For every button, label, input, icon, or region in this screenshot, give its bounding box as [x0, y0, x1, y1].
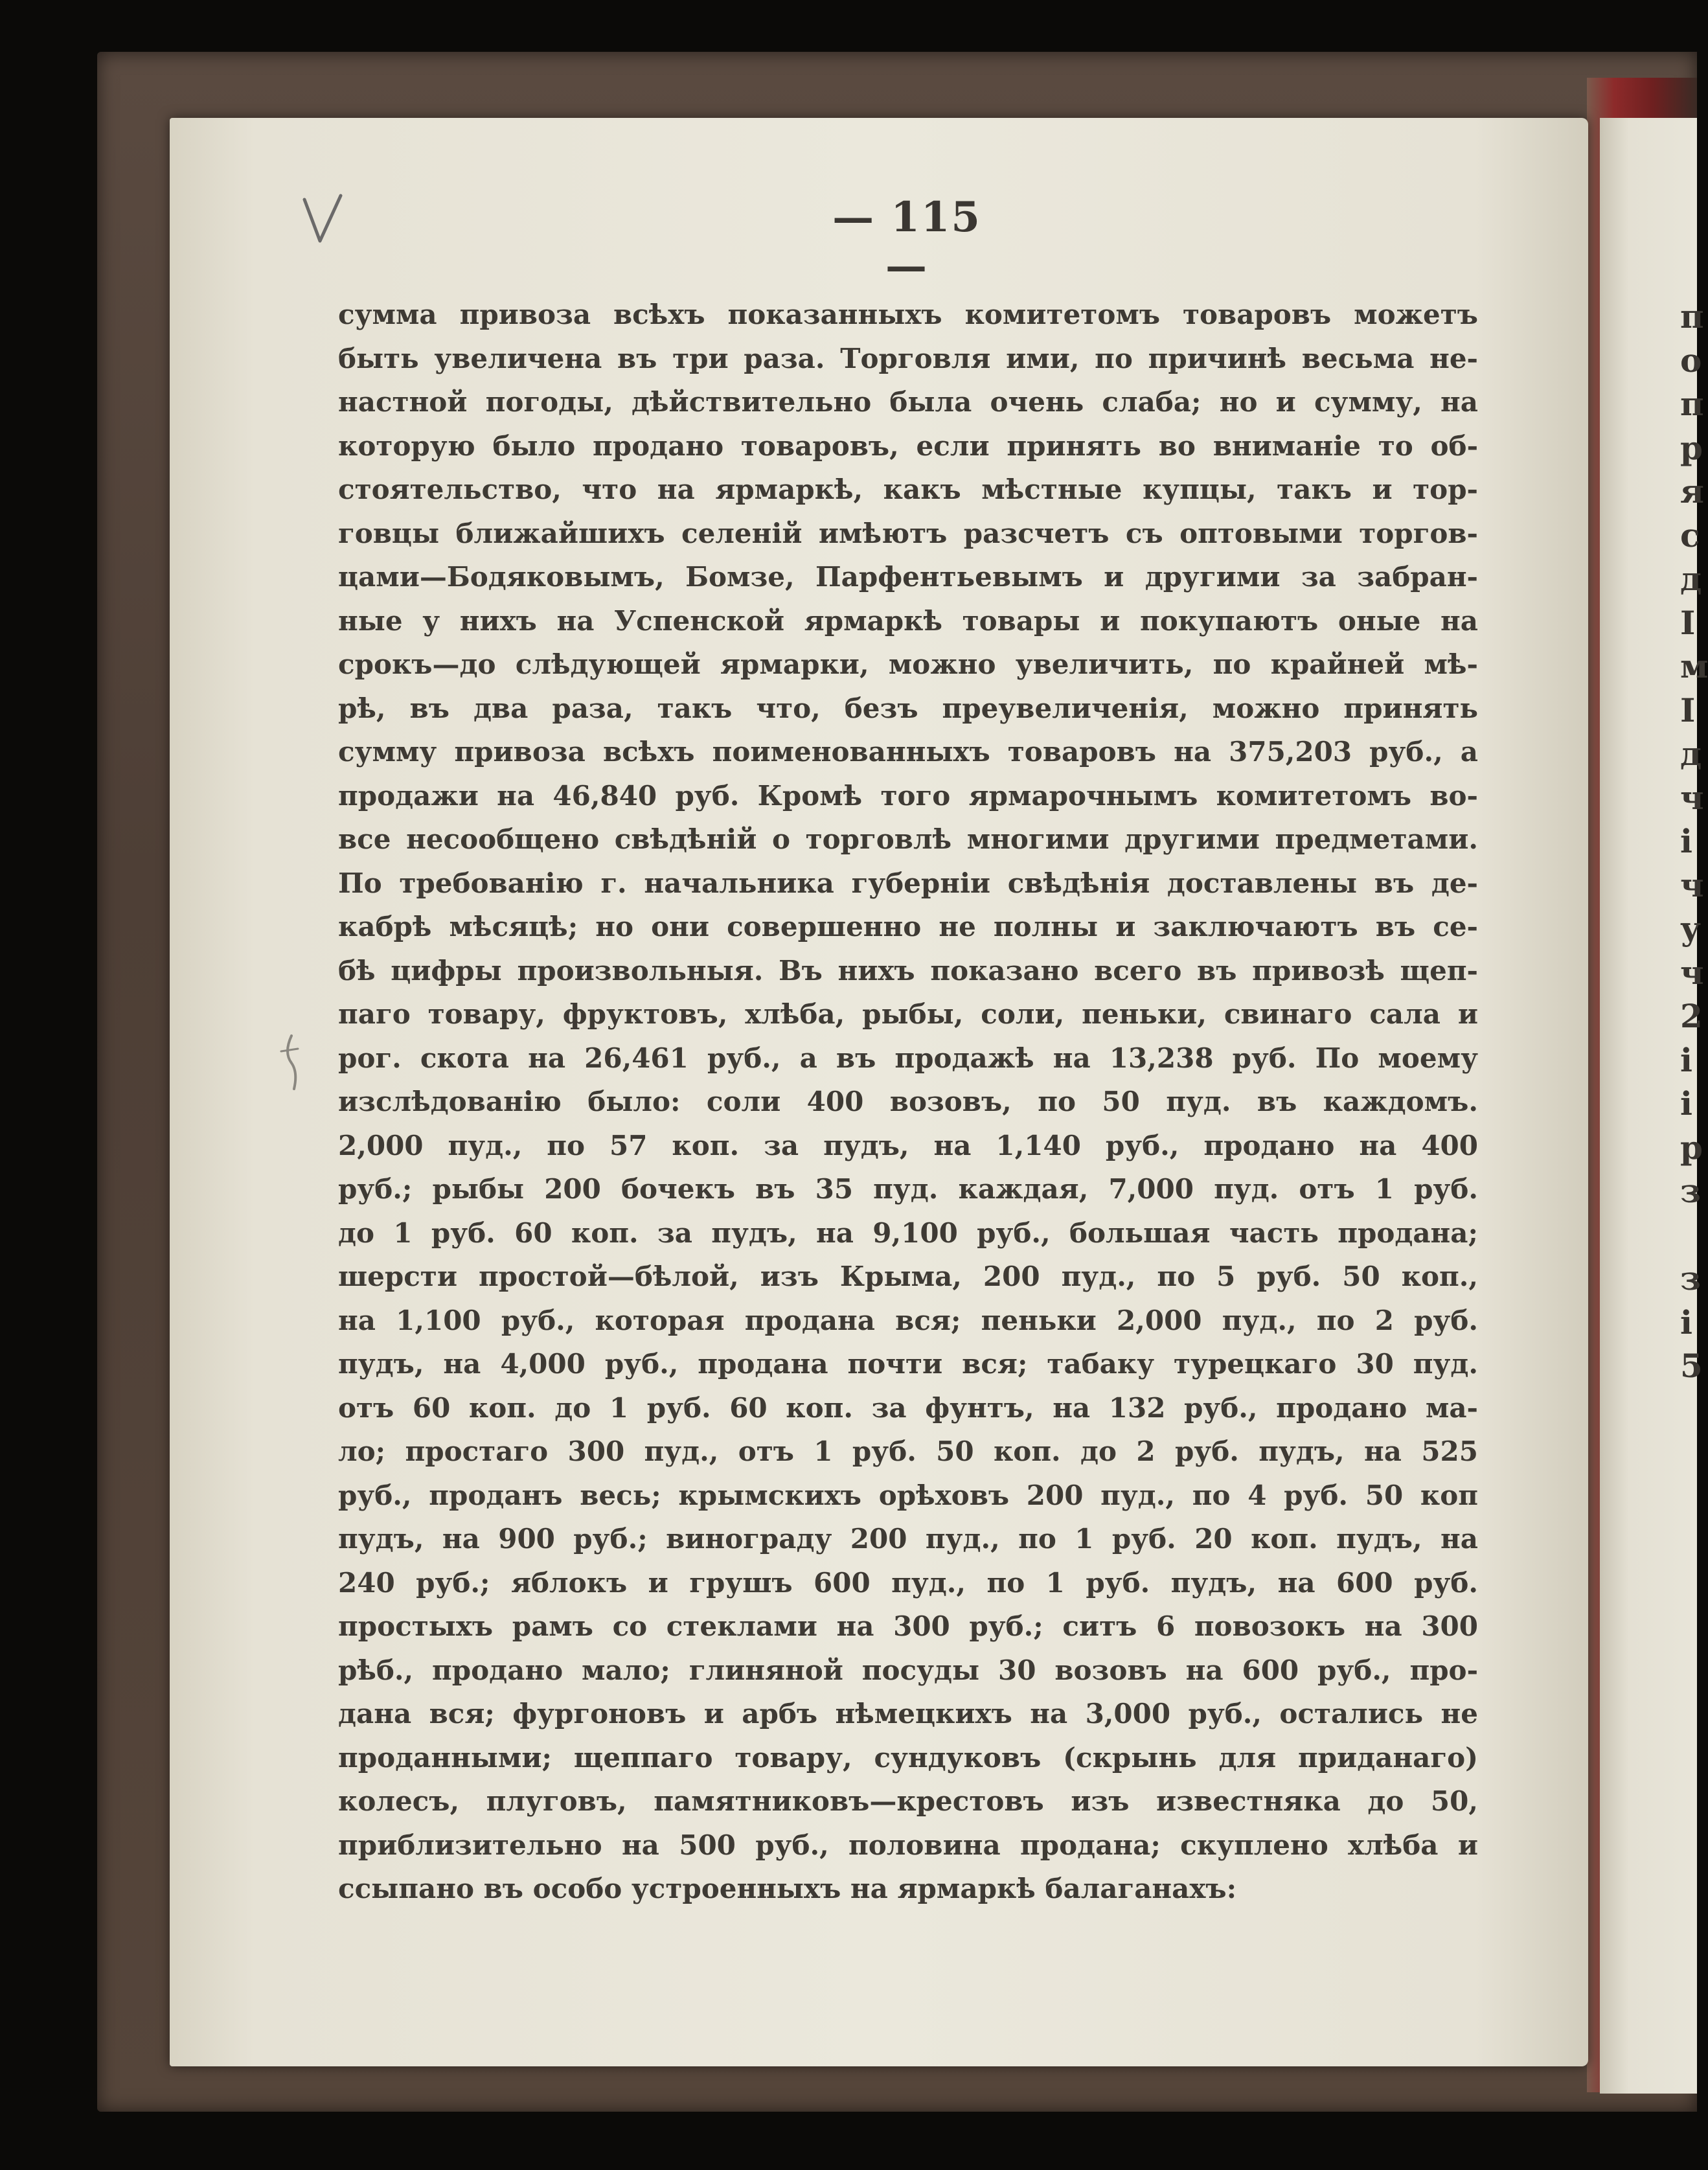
- adjacent-page-letter: 5: [1680, 1347, 1703, 1385]
- adjacent-page-letter: 2: [1680, 997, 1703, 1035]
- text-line: приблизительно на 500 руб., половина продана; скуплено хлѣба и: [338, 1829, 1478, 1861]
- text-line: паго товару, фруктовъ, хлѣба, рыбы, соли, пеньки, свинаго сала и: [338, 998, 1478, 1030]
- text-line: руб., проданъ весь; крымскихъ орѣховъ 200 пуд., по 4 руб. 50 коп: [338, 1479, 1478, 1511]
- adjacent-page-letter: і: [1680, 1084, 1692, 1123]
- adjacent-page-letter: і: [1680, 1040, 1692, 1079]
- adjacent-page-letter: о: [1680, 341, 1702, 380]
- adjacent-page-letter: я: [1680, 472, 1704, 510]
- adjacent-page-letter: п: [1680, 297, 1704, 336]
- text-line: рѣ, въ два раза, такъ что, безъ преувеличенія, можно принять: [338, 692, 1478, 724]
- adjacent-page-letter: з: [1680, 1172, 1701, 1210]
- text-line: которую было продано товаровъ, если принять во вниманіе то об-: [338, 429, 1478, 462]
- adjacent-page-letter: у: [1680, 909, 1702, 948]
- text-line: быть увеличена въ три раза. Торговля ими, по причинѣ весьма не-: [338, 342, 1478, 374]
- text-line: стоятельство, что на ярмаркѣ, какъ мѣстные купцы, такъ и тор-: [338, 474, 1478, 505]
- text-line: срокъ—до слѣдующей ярмарки, можно увеличить, по крайней мѣ-: [338, 648, 1478, 680]
- text-line: ссыпано въ особо устроенныхъ на ярмаркѣ балаганахъ:: [338, 1873, 1237, 1904]
- adjacent-page-letter: і: [1680, 1303, 1692, 1342]
- adjacent-page-letter: і: [1680, 822, 1692, 860]
- text-line: ные у нихъ на Успенской ярмаркѣ товары и покупаютъ оные на: [338, 604, 1478, 637]
- text-line: продажи на 46,840 руб. Кромѣ того ярмарочнымъ комитетомъ во-: [338, 779, 1478, 812]
- text-line: на 1,100 руб., которая продана вся; пеньки 2,000 пуд., по 2 руб.: [338, 1304, 1478, 1336]
- adjacent-page-letter: з: [1680, 1259, 1701, 1297]
- text-line: отъ 60 коп. до 1 руб. 60 коп. за фунтъ, на 132 руб., продано ма-: [338, 1391, 1478, 1424]
- text-line: изслѣдованію было: соли 400 возовъ, по 50 пуд. въ каждомъ.: [338, 1086, 1478, 1117]
- text-line: сумму привоза всѣхъ поименованныхъ товаровъ на 375,203 руб., а: [338, 736, 1478, 768]
- adjacent-page-letter: м: [1680, 647, 1708, 685]
- text-line: 240 руб.; яблокъ и грушъ 600 пуд., по 1 руб. пудъ, на 600 руб.: [338, 1566, 1478, 1599]
- text-line: рог. скота на 26,461 руб., а въ продажѣ на 13,238 руб. По моему: [338, 1042, 1478, 1074]
- text-line: настной погоды, дѣйствительно была очень слаба; но и сумму, на: [338, 386, 1478, 418]
- text-line: пудъ, на 4,000 руб., продана почти вся; табаку турецкаго 30 пуд.: [338, 1348, 1478, 1380]
- adjacent-page-letter: р: [1680, 1128, 1703, 1167]
- page-number: — 115 —: [832, 193, 981, 290]
- adjacent-page-letter: д: [1680, 560, 1702, 598]
- text-line: руб.; рыбы 200 бочекъ въ 35 пуд. каждая, 7,000 пуд. отъ 1 руб.: [338, 1173, 1478, 1205]
- text-line: проданными; щеппаго товару, сундуковъ (скрынь для приданаго): [338, 1741, 1478, 1774]
- text-line: рѣб., продано мало; глиняной посуды 30 возовъ на 600 руб., про-: [338, 1654, 1478, 1686]
- text-line: шерсти простой—бѣлой, изъ Крыма, 200 пуд., по 5 руб. 50 коп.,: [338, 1261, 1478, 1292]
- adjacent-page-letter: с: [1680, 516, 1700, 554]
- adjacent-page-letter: ч: [1680, 865, 1704, 904]
- text-line: колесъ, плуговъ, памятниковъ—крестовъ изъ известняка до 50,: [338, 1785, 1478, 1817]
- text-line: кабрѣ мѣсяцѣ; но они совершенно не полны и заключаютъ въ се-: [338, 911, 1478, 942]
- adjacent-page-letter: ч: [1680, 953, 1704, 992]
- adjacent-page-letter: І: [1680, 603, 1696, 642]
- text-line: По требованію г. начальника губерніи свѣдѣнія доставлены въ де-: [338, 867, 1478, 899]
- text-line: бѣ цифры произвольныя. Въ нихъ показано всего въ привозѣ щеп-: [338, 954, 1478, 987]
- adjacent-page-letter: [1680, 1213, 1706, 1257]
- text-line: все несообщено свѣдѣній о торговлѣ многими другими предметами.: [338, 823, 1478, 855]
- text-line: ло; простаго 300 пуд., отъ 1 руб. 50 коп. до 2 руб. пудъ, на 525: [338, 1435, 1478, 1467]
- adjacent-page-letter: І: [1680, 691, 1696, 729]
- page-body-text: [338, 293, 1478, 1911]
- text-line: цами—Бодяковымъ, Бомзе, Парфентьевымъ и другими за забран-: [338, 561, 1478, 593]
- adjacent-page-letter: ч: [1680, 778, 1704, 817]
- text-line: 2,000 пуд., по 57 коп. за пудъ, на 1,140 руб., продано на 400: [338, 1129, 1478, 1161]
- text-line: простыхъ рамъ со стеклами на 300 руб.; ситъ 6 повозокъ на 300: [338, 1610, 1478, 1642]
- margin-pencil-mark-icon: [272, 1033, 311, 1091]
- handwritten-check-mark-icon: [302, 194, 345, 246]
- text-line: дана вся; фургоновъ и арбъ нѣмецкихъ на 3,000 руб., остались не: [338, 1698, 1478, 1730]
- text-line: пудъ, на 900 руб.; винограду 200 пуд., по 1 руб. 20 коп. пудъ, на: [338, 1523, 1478, 1555]
- text-line: говцы ближайшихъ селеній имѣютъ разсчетъ съ оптовыми торгов-: [338, 517, 1478, 549]
- adjacent-page-letter: п: [1680, 385, 1704, 423]
- adjacent-page-letter: р: [1680, 428, 1703, 467]
- adjacent-page-text: [1680, 295, 1706, 1388]
- text-line: сумма привоза всѣхъ показанныхъ комитетомъ товаровъ можетъ: [338, 299, 1478, 330]
- text-line: до 1 руб. 60 коп. за пудъ, на 9,100 руб., большая часть продана;: [338, 1216, 1478, 1249]
- adjacent-page-letter: д: [1680, 735, 1702, 773]
